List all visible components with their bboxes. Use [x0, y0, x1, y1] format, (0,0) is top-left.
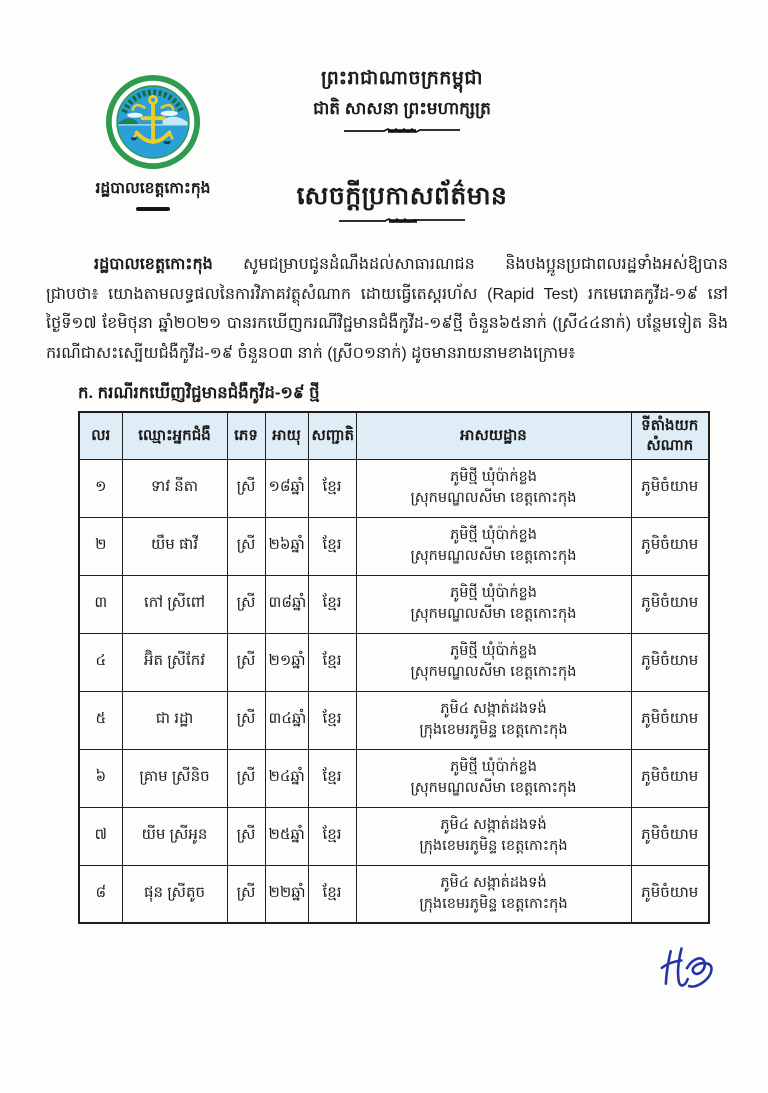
body-text: សូមជម្រាបជូនដំណឹងដល់សាធារណជន និងបងប្អូនប្រជាពលរដ្ឋទាំងអស់ឱ្យបានជ្រាបថា៖ យោងតាមលទ្ធផលនៃការវិភាគវត្ថុសំណាក ដោយធ្វើតេស្តរហ័ស (Rapid Test) រកមេរោគកូវីដ-១៩ នៅថ្ងៃទី១៧ ខែមិថុនា ឆ្នាំ២០២១ បានរកឃើញករណីវិជ្ជមានជំងឺកូវីដ-១៩ថ្មី ចំនួន៦៥នាក់ (ស្រី៤៤នាក់) បន្ថែមទៀត និងករណីជាសះស្បើយជំងឺកូវីដ-១៩ ចំនួន០៣ នាក់ (ស្រី០១នាក់) ដូចមានរាយនាមខាងក្រោម៖: [46, 256, 728, 362]
cell-address: [356, 459, 631, 517]
cell-number: ៣: [79, 575, 122, 633]
cell-nationality: ខ្មែរ: [308, 633, 356, 691]
table-row: [79, 575, 709, 633]
cell-sample-site: ភូមិចំយាម: [631, 807, 709, 865]
address-line-2: ស្រុកមណ្ឌលសីមា ខេត្តកោះកុង: [410, 606, 577, 622]
body-lead: រដ្ឋបាលខេត្តកោះកុង: [94, 256, 213, 273]
koh-kong-provincial-seal-icon: [105, 157, 201, 174]
address-line-2: ក្រុងខេមរភូមិន្ទ ខេត្តកោះកុង: [419, 722, 568, 738]
cell-gender: ស្រី: [227, 633, 265, 691]
cell-sample-site: ភូមិចំយាម: [631, 459, 709, 517]
cell-age: ២៤ឆ្នាំ: [265, 749, 308, 807]
address-line-1: ភូមិ៤ សង្កាត់ដងទង់: [440, 874, 547, 891]
kingdom-motto-line1: ព្រះរាជាណាចក្រកម្ពុជា: [321, 68, 483, 89]
section-a-title: ក. ករណីរកឃើញវិជ្ជមានជំងឺកូវីដ-១៩ ថ្មី: [78, 384, 320, 402]
cell-number: ១: [79, 459, 122, 517]
address-line-1: ភូមិថ្មី ឃុំប៉ាក់ខ្លង: [450, 643, 537, 659]
title-divider-ornament: [337, 216, 467, 226]
cell-sample-site: ភូមិចំយាម: [631, 517, 709, 575]
cell-address: [356, 575, 631, 633]
address-line-1: ភូមិថ្មី ឃុំប៉ាក់ខ្លង: [450, 469, 537, 485]
cell-patient-name: យីម ស្រីអូន: [122, 807, 227, 865]
cell-patient-name: គ្រាម ស្រីនិច: [122, 749, 227, 807]
cell-gender: ស្រី: [227, 517, 265, 575]
cell-sample-site: ភូមិចំយាម: [631, 749, 709, 807]
cell-number: ៤: [79, 633, 122, 691]
provincial-seal-block: [68, 74, 238, 211]
cases-table-body: [79, 459, 709, 923]
cell-gender: ស្រី: [227, 575, 265, 633]
kingdom-motto-line2: ជាតិ សាសនា ព្រះមហាក្សត្រ: [313, 99, 491, 118]
cell-gender: ស្រី: [227, 691, 265, 749]
address-line-2: ស្រុកមណ្ឌលសីមា ខេត្តកោះកុង: [410, 490, 577, 506]
address-line-1: ភូមិថ្មី ឃុំប៉ាក់ខ្លង: [450, 527, 537, 543]
cell-gender: ស្រី: [227, 807, 265, 865]
table-row: [79, 807, 709, 865]
col-header-address: អាសយដ្ឋាន: [356, 412, 631, 459]
cell-number: ២: [79, 517, 122, 575]
cell-number: ៥: [79, 691, 122, 749]
table-row: [79, 865, 709, 923]
cell-patient-name: កៅ ស្រីពៅ: [122, 575, 227, 633]
cell-age: ២៥ឆ្នាំ: [265, 807, 308, 865]
table-row: [79, 633, 709, 691]
body-paragraph: [46, 250, 728, 368]
handwritten-signature: [652, 936, 726, 1004]
cell-number: ៦: [79, 749, 122, 807]
cell-gender: ស្រី: [227, 459, 265, 517]
table-row: [79, 517, 709, 575]
cell-nationality: ខ្មែរ: [308, 865, 356, 923]
cell-nationality: ខ្មែរ: [308, 807, 356, 865]
covid-cases-table: [78, 411, 710, 924]
cell-nationality: ខ្មែរ: [308, 575, 356, 633]
cell-number: ៨: [79, 865, 122, 923]
cell-age: ២២ឆ្នាំ: [265, 865, 308, 923]
cell-address: [356, 865, 631, 923]
cell-age: ៣៨ឆ្នាំ: [265, 575, 308, 633]
cell-address: [356, 749, 631, 807]
cell-patient-name: យឹម ផាវី: [122, 517, 227, 575]
cell-age: ២៦ឆ្នាំ: [265, 517, 308, 575]
address-line-2: ស្រុកមណ្ឌលសីមា ខេត្តកោះកុង: [410, 548, 577, 564]
table-row: [79, 691, 709, 749]
cell-age: ២១ឆ្នាំ: [265, 633, 308, 691]
cell-patient-name: ជា រដ្ឋា: [122, 691, 227, 749]
col-header-age: អាយុ: [265, 412, 308, 459]
cell-nationality: ខ្មែរ: [308, 749, 356, 807]
address-line-1: ភូមិ៤ សង្កាត់ដងទង់: [440, 701, 547, 717]
cell-sample-site: ភូមិចំយាម: [631, 633, 709, 691]
cell-number: ៧: [79, 807, 122, 865]
cell-address: [356, 807, 631, 865]
cell-nationality: ខ្មែរ: [308, 517, 356, 575]
cell-sample-site: ភូមិចំយាម: [631, 575, 709, 633]
seal-underline-dash: [136, 207, 170, 211]
cell-address: [356, 691, 631, 749]
cell-nationality: ខ្មែរ: [308, 459, 356, 517]
table-row: [79, 459, 709, 517]
cell-gender: ស្រី: [227, 865, 265, 923]
col-header-number: លរ: [79, 412, 122, 459]
seal-caption: រដ្ឋបាលខេត្តកោះកុង: [95, 180, 211, 197]
cell-patient-name: ផុន ស្រីតូច: [122, 865, 227, 923]
cell-age: ១៨ឆ្នាំ: [265, 459, 308, 517]
address-line-2: ស្រុកមណ្ឌលសីមា ខេត្តកោះកុង: [410, 780, 577, 796]
address-line-1: ភូមិថ្មី ឃុំប៉ាក់ខ្លង: [450, 759, 537, 775]
col-header-patient-name: ឈ្មោះអ្នកជំងឺ: [122, 412, 227, 459]
table-header-row: [79, 412, 709, 459]
col-header-gender: ភេទ: [227, 412, 265, 459]
cell-patient-name: ទាវ នីតា: [122, 459, 227, 517]
motto-divider-ornament: [342, 126, 462, 136]
address-line-1: ភូមិ៤ សង្កាត់ដងទង់: [440, 817, 547, 833]
cell-sample-site: ភូមិចំយាម: [631, 691, 709, 749]
cell-nationality: ខ្មែរ: [308, 691, 356, 749]
address-line-1: ភូមិថ្មី ឃុំប៉ាក់ខ្លង: [450, 585, 537, 601]
address-line-2: ក្រុងខេមរភូមិន្ទ ខេត្តកោះកុង: [419, 895, 568, 912]
table-row: [79, 749, 709, 807]
cell-address: [356, 633, 631, 691]
cell-sample-site: ភូមិចំយាម: [631, 865, 709, 923]
address-line-2: ក្រុងខេមរភូមិន្ទ ខេត្តកោះកុង: [419, 838, 568, 854]
address-line-2: ស្រុកមណ្ឌលសីមា ខេត្តកោះកុង: [410, 664, 577, 680]
cell-gender: ស្រី: [227, 749, 265, 807]
cell-age: ៣៤ឆ្នាំ: [265, 691, 308, 749]
col-header-sample-site: ទីតាំងយក សំណាក: [631, 412, 709, 459]
cell-address: [356, 517, 631, 575]
cell-patient-name: អ៊ិត ស្រីកែវ: [122, 633, 227, 691]
page-title: សេចក្តីប្រកាសព័ត៌មាន: [296, 182, 508, 210]
col-header-nationality: សញ្ជាតិ: [308, 412, 356, 459]
